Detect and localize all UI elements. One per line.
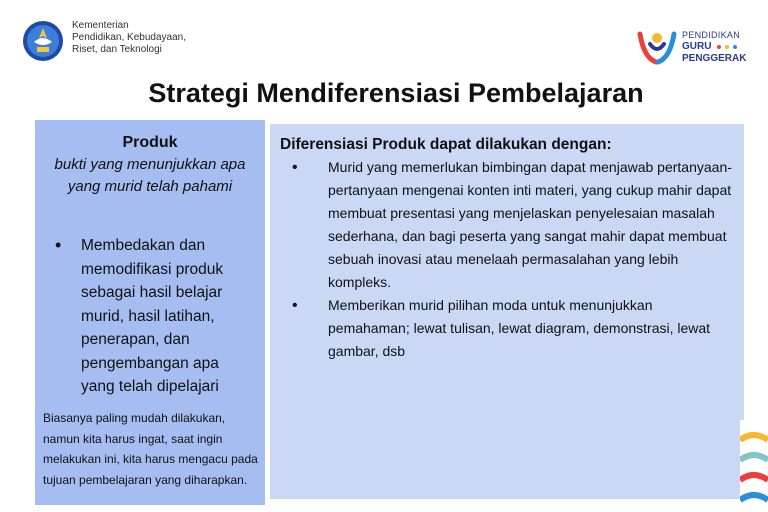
bullet-icon: • [292,297,298,314]
guru-penggerak-logo-icon [636,28,678,66]
program-name [682,29,746,65]
bullet-icon: • [55,235,62,255]
product-list [35,234,265,399]
dot-red-icon [717,45,721,49]
product-bullet-text: Membedakan dan memodifikasi produk sebagai hasil belajar murid, hasil latihan, penerapan, dan pengembangan apa yang telah dipelajari [81,237,224,395]
page-title: Strategi Mendiferensiasi Pembelajaran [148,78,644,108]
product-subtitle: bukti yang menunjukkan apa yang murid telah pahami [54,156,246,195]
decorative-pattern-icon [740,420,768,512]
dot-blue-icon [733,45,737,49]
ministry-branding [22,20,186,62]
differentiation-heading: Diferensiasi Produk dapat dilakukan dengan: [280,136,612,153]
ministry-line-2: Pendidikan, Kebudayaan, [72,32,186,43]
program-branding [636,28,746,66]
ministry-line-3: Riset, dan Teknologi [72,44,162,55]
program-line-3: PENGGERAK [682,53,747,64]
product-heading: Produk [122,134,178,151]
differentiation-bullet-1: Murid yang memerlukan bimbingan dapat menjawab pertanyaan-pertanyaan mengenai konten inti materi, yang cukup mahir dapat membuat presentasi yang menjelaskan penyelesaian masalah sederhana, dan bagi peserta yang sangat mahir dapat membuat sebuah inovasi atau menelaah permasalahan yang lebih kompleks. [328,159,732,290]
differentiation-panel [270,124,744,499]
list-item [292,294,734,363]
product-panel [35,120,265,505]
product-note: Biasanya paling mudah dilakukan, namun kita harus ingat, saat ingin melakukan ini, kita harus mengacu pada tujuan pembelajaran yang diharapkan. [43,411,258,487]
list-item [292,156,734,294]
program-dots [717,45,737,49]
dot-yellow-icon [725,45,729,49]
list-item [55,234,265,399]
program-line-2: GURU [682,41,712,52]
program-line-1: PENDIDIKAN [682,30,741,40]
bullet-icon: • [292,159,298,176]
ministry-line-1: Kementerian [72,20,129,31]
differentiation-list [280,156,734,363]
ministry-name [72,20,186,56]
differentiation-bullet-2: Memberikan murid pilihan moda untuk menunjukkan pemahaman; lewat tulisan, lewat diagram, demonstrasi, lewat gambar, dsb [328,297,711,359]
program-line-2-row [682,41,746,53]
tut-wuri-handayani-logo-icon [22,20,64,62]
